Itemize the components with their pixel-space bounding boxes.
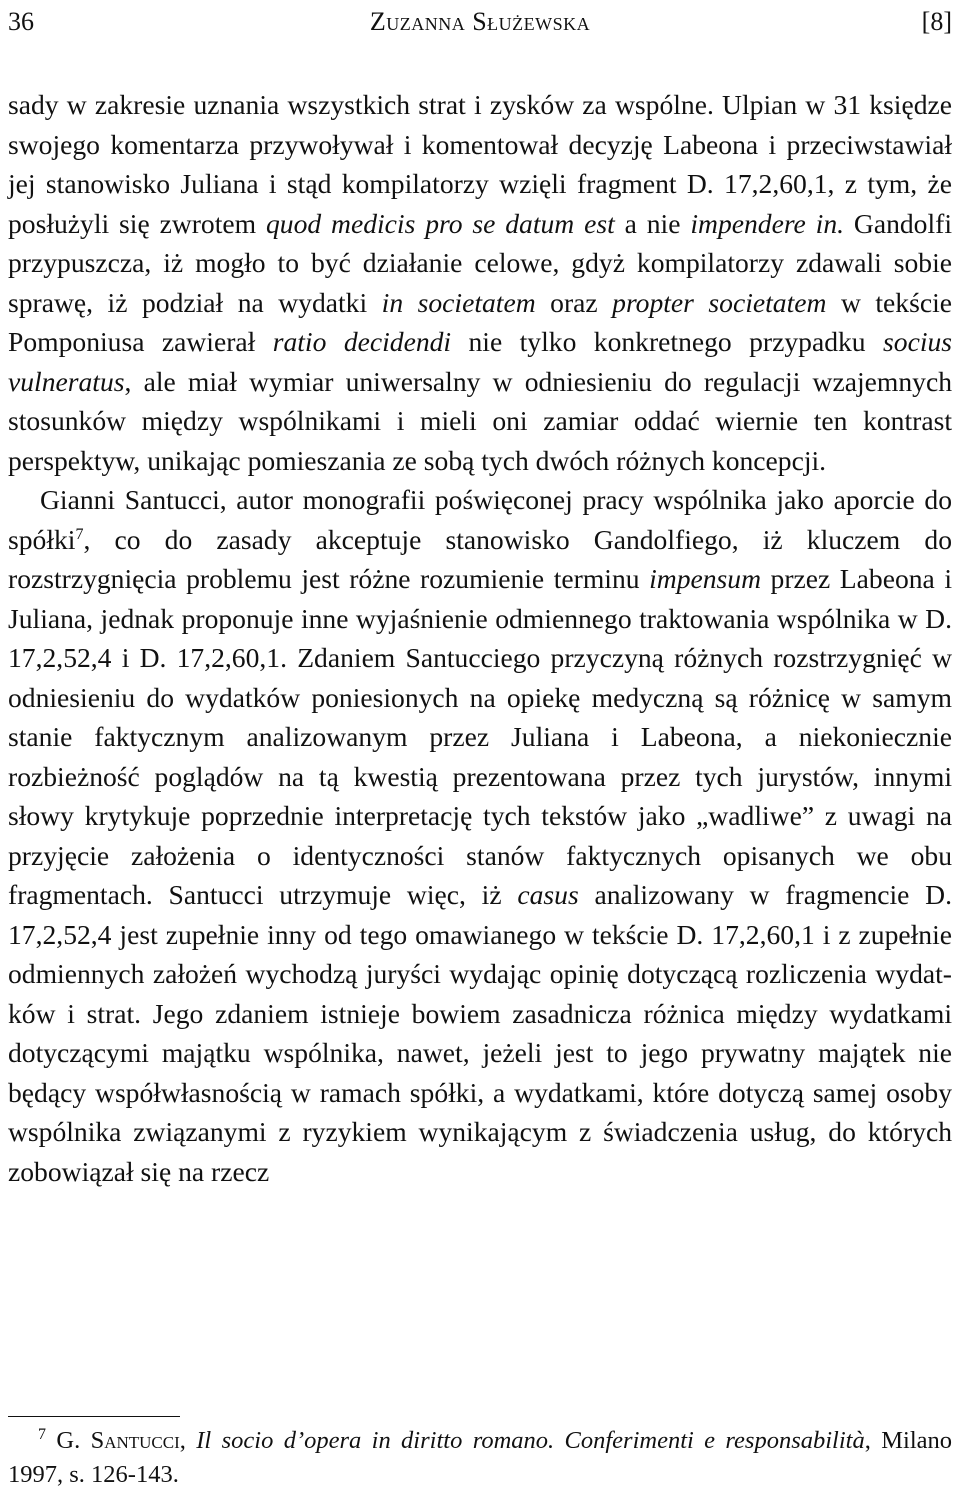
text-run: analizowany w fragmencie D. 17,2,52,4 jest zupełnie inny od tego omawianego w tekście D. 17,2,60,1 i z zupełnie odmiennych założeń wychodzą juryści wydając opinię dotyczącą rozliczenia wydatków i strat. Jego zdaniem istnieje bowiem zasadnicza różnica między wydatkami dotyczącymi majątku wspólnika, nawet, jeżeli jest to jego prywatny majątek nie będący współwłasnością w ramach spółki, a wydatkami, które dotyczą samej osoby wspólnika związanymi z ryzykiem wynikającym z świadczenia usług, do których zobowiązał się na rzecz — [8, 879, 952, 1187]
paragraph-1 — [8, 85, 952, 480]
footnote-number: 7 — [38, 1425, 46, 1443]
text-run: , Milano 1997, s. 126-143. — [8, 1427, 953, 1488]
latin-phrase: impendere in. — [690, 207, 845, 239]
footnote-reference[interactable]: 7 — [75, 525, 84, 543]
latin-phrase: ratio decidendi — [272, 326, 452, 357]
text-run: w tekście Pomponiusa zawierał — [8, 286, 952, 357]
text-run: przez Labeona i Juliana, jednak proponuje inne wyjaśnienie odmiennego traktowania wspólnika w D. 17,2,52,4 i D. 17,2,60,1. Zdaniem Santucciego przyczyną różnych rozstrzygnięć w odniesieniu do wydatków poniesionych na opiekę medyczną są różnicę w samym stanie faktycznym analizowanym przez Juliana i Labeona, a niekoniecznie rozbieżność poglądów na tą kwestią prezentowana przez tych jurystów, innymi słowy krytykuje poprzednie interpretację tych tekstów jako „wadliwe” z uwagi na przyjęcie założenia o identyczności stanów faktycznych opisanych we obu fragmentach. Santucci utrzymuje więc, iż — [8, 563, 953, 910]
text-run: , ale miał wymiar uniwersalny w odniesieniu do regulacji wzajemnych stosunków między wspólnikami i mieli oni zamiar oddać wiernie ten kontrast perspektyw, unikając pomieszania ze sobą tych dwóch różnych koncepcji. — [8, 365, 952, 476]
running-head — [8, 2, 952, 42]
footnote-title: Il socio d’opera in diritto romano. Conferimenti e responsabilità — [196, 1427, 865, 1454]
text-run: a nie — [614, 207, 691, 239]
text-run: nie tylko konkretnego przypadku — [451, 326, 884, 357]
paragraph-2 — [8, 480, 952, 1191]
latin-phrase: socius vulneratus — [8, 326, 953, 397]
latin-phrase: casus — [517, 879, 579, 910]
running-head-author: Zuzanna Służewska — [369, 7, 591, 36]
latin-phrase: quod medicis pro se datum est — [265, 207, 615, 239]
text-run: G. — [46, 1427, 91, 1454]
latin-phrase: impensum — [649, 563, 761, 594]
latin-phrase: in societatem — [381, 286, 536, 318]
text-run: Gandolfi przypuszcza, iż mogło to być działanie celowe, gdyż kompilatorzy zdawali sobie sprawę, iż podział na wydatki — [8, 207, 952, 318]
footnote-7 — [8, 1424, 952, 1492]
text-run: , co do zasady akceptuje stanowisko Gandolfiego, iż kluczem do rozstrzygnięcia problemu jest różne rozumienie terminu — [8, 523, 952, 594]
text-run: , — [179, 1427, 197, 1454]
text-run: sady w zakresie uznania wszystkich strat i zysków za wspólne. Ulpian w 31 księdze swojego komentarza przywoływał i komentował decyzję Labeona i przeciwstawiał jej stanowisko Juliana i stąd kompilatorzy wzięli fragment D. 17,2,60,1, z tym, że posłużyli się zwrotem — [8, 89, 952, 239]
text-run: oraz — [535, 286, 613, 318]
footnote-author: Santucci — [90, 1427, 180, 1454]
text-run: Gianni Santucci, autor monografii poświęconej pracy wspólnika jako aporcie do spółki — [8, 484, 952, 555]
body-text — [8, 85, 952, 1191]
latin-phrase: propter societatem — [612, 286, 827, 318]
footnote-separator — [8, 1416, 180, 1417]
page-number: 36 — [8, 7, 34, 36]
section-number: [8] — [921, 7, 952, 36]
